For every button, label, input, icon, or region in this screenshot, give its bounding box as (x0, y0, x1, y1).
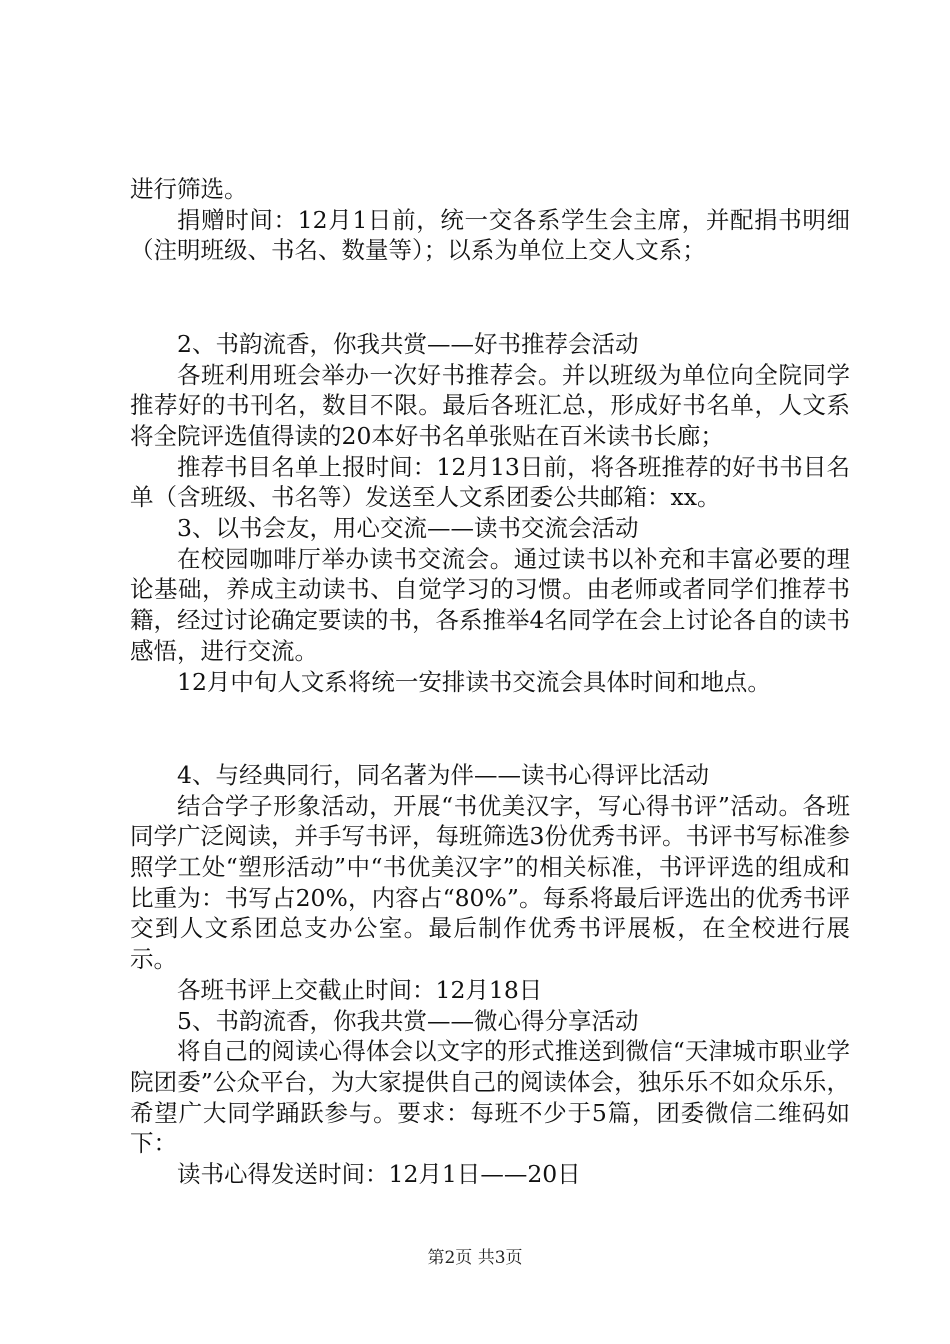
paragraph: 在校园咖啡厅举办读书交流会。通过读书以补充和丰富必要的理论基础，养成主动读书、自觉学习的习惯。由老师或者同学们推荐书籍，经过讨论确定要读的书，各系推举4名同学在会上讨论各自的读书感悟，进行交流。 (130, 544, 850, 665)
paragraph: 推荐书目名单上报时间：12月13日前，将各班推荐的好书书目名单（含班级、书名等）发送至人文系团委公共邮箱：xx。 (130, 452, 850, 512)
paragraph: 5、书韵流香，你我共赏——微心得分享活动 (177, 1006, 639, 1035)
paragraph: 各班书评上交截止时间：12月18日 (177, 975, 543, 1004)
paragraph: 4、与经典同行，同名著为伴——读书心得评比活动 (177, 760, 709, 789)
document-body (130, 174, 850, 1190)
paragraph: 各班利用班会举办一次好书推荐会。并以班级为单位向全院同学推荐好的书刊名，数目不限。最后各班汇总，形成好书名单，人文系将全院评选值得读的20本好书名单张贴在百米读书长廊； (130, 360, 850, 450)
paragraph-gap (130, 282, 850, 313)
paragraph: 3、以书会友，用心交流——读书交流会活动 (177, 514, 639, 543)
page-footer: 第2页 共3页 (427, 1248, 523, 1268)
paragraph: 读书心得发送时间：12月1日——20日 (177, 1160, 581, 1189)
paragraph: 将自己的阅读心得体会以文字的形式推送到微信“天津城市职业学院团委”公众平台，为大家提供自己的阅读体会，独乐乐不如众乐乐，希望广大同学踊跃参与。要求：每班不少于5篇，团委微信二维码如下： (130, 1037, 850, 1158)
paragraph: 2、书韵流香，你我共赏——好书推荐会活动 (177, 329, 639, 358)
paragraph: 结合学子形象活动，开展“书优美汉字，写心得书评”活动。各班同学广泛阅读，并手写书评，每班筛选3份优秀书评。书评书写标准参照学工处“塑形活动”中“书优美汉字”的相关标准，书评评选的组成和比重为：书写占20%，内容占“80%”。每系将最后评选出的优秀书评交到人文系团总支办公室。最后制作优秀书评展板，在全校进行展示。 (130, 791, 850, 974)
paragraph: 捐赠时间：12月1日前，统一交各系学生会主席，并配捐书明细（注明班级、书名、数量等）；以系为单位上交人文系； (130, 205, 850, 265)
paragraph: 进行筛选。 (130, 175, 248, 203)
paragraph: 12月中旬人文系将统一安排读书交流会具体时间和地点。 (177, 667, 771, 696)
paragraph-gap (130, 713, 850, 744)
